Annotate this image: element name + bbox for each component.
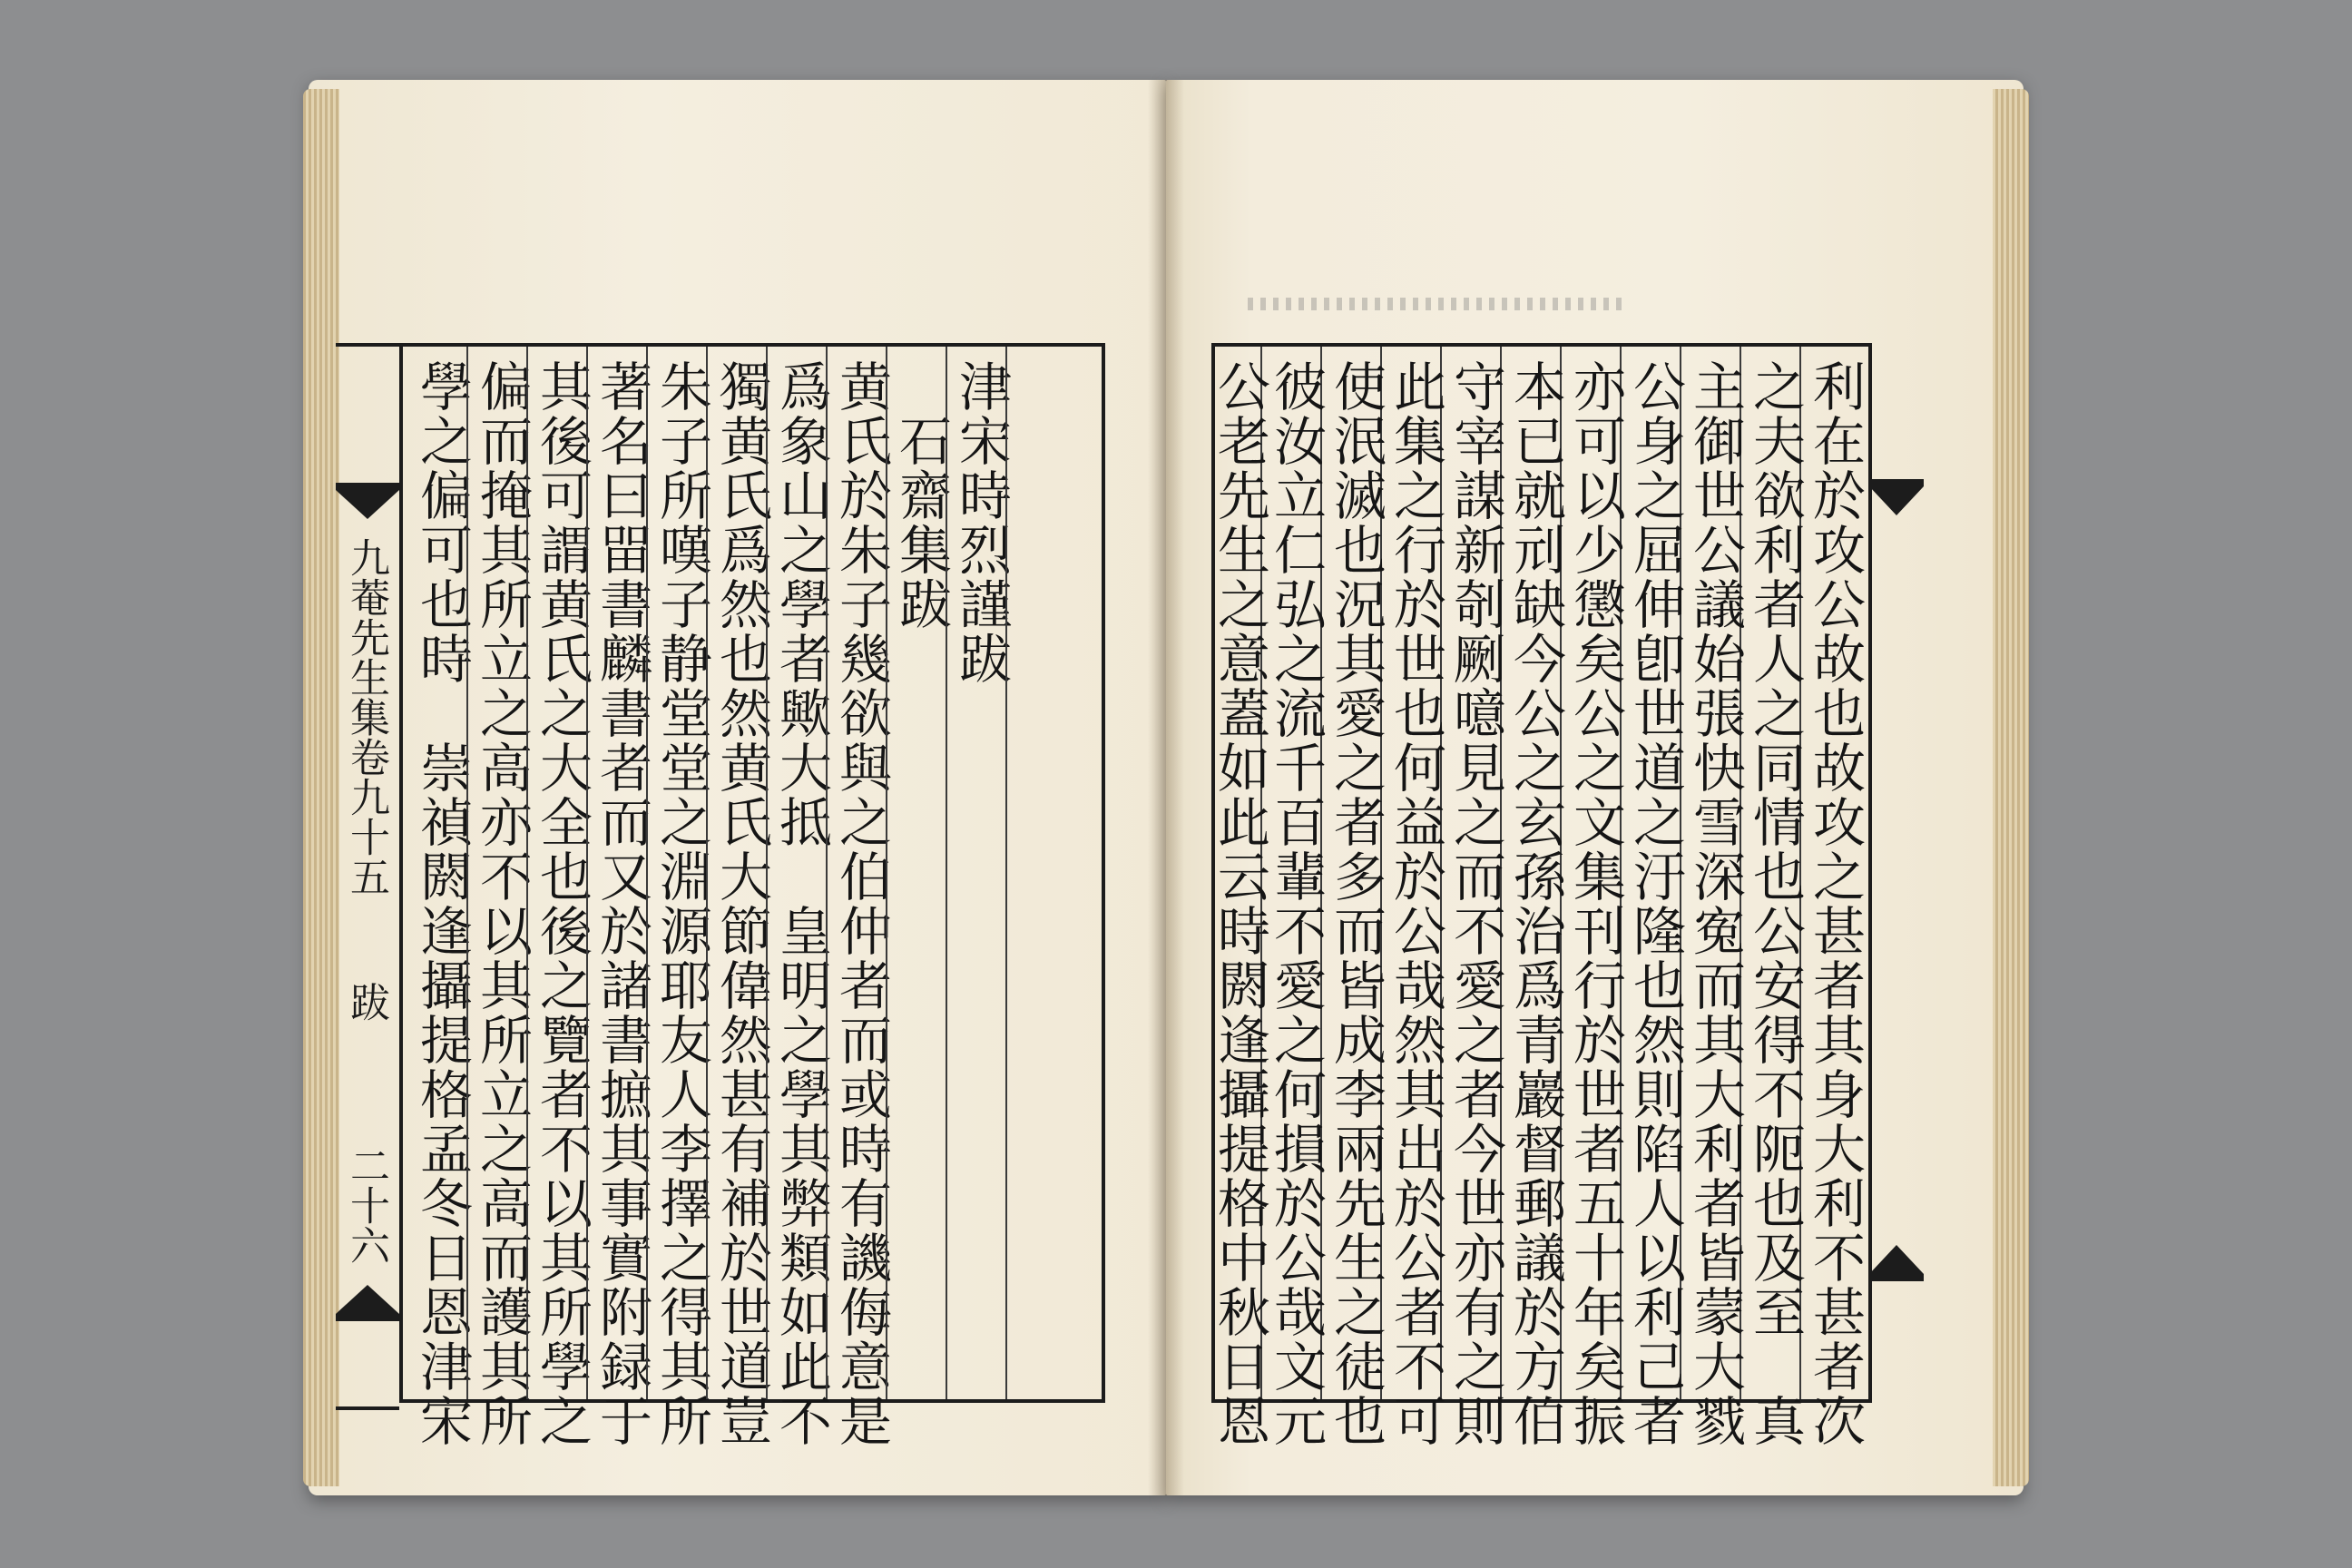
book-gutter <box>1148 80 1184 1495</box>
left-column-6: 朱子所嘆子静堂堂之淵源耶友人李擇之得其所 <box>651 359 712 1448</box>
right-column-9: 使泯滅也況其愛之者多而皆成李兩先生之徒也 <box>1325 359 1387 1448</box>
right-column-2: 之夫欲利者人之同情也公安得不阨也及至 真 <box>1744 359 1806 1448</box>
fish-tail-mark-icon <box>336 483 399 523</box>
ink-marks <box>1248 298 1629 310</box>
right-page <box>1166 80 2024 1495</box>
left-page <box>309 80 1166 1495</box>
column-rule <box>946 347 947 1399</box>
left-column-9: 偏而掩其所立之高亦不以其所立之高而護其所 <box>471 359 533 1448</box>
right-column-8: 此集之行於世也何益於公哉然其出於公者不可 <box>1385 359 1446 1448</box>
column-rule <box>1005 347 1007 1399</box>
right-column-11: 公老先生之意蓋如此云時閼逢攝提格中秋日恩 <box>1209 359 1270 1448</box>
fish-tail-mark-icon <box>1869 1241 1924 1281</box>
left-column-7: 著名曰㽞書麟書者而又於諸書摭其事實附録于 <box>591 359 652 1448</box>
column-rule <box>706 347 708 1399</box>
right-text-frame <box>1209 343 1872 1448</box>
column-rule <box>886 347 887 1399</box>
right-column-3: 主御世公議始張快雪深寃而其大利者皆蒙大戮 <box>1684 359 1746 1448</box>
fish-tail-mark-icon <box>336 1281 399 1321</box>
right-column-1: 利在於攻公故也故攻之甚者其身大利不甚者次 <box>1804 359 1866 1448</box>
page-edges-right <box>1993 89 2029 1486</box>
banxin-page-number: 二十六 <box>343 1145 389 1265</box>
right-column-6: 本已就刓缺今公之玄孫治爲青巖督郵議於方伯 <box>1504 359 1566 1448</box>
open-book <box>309 80 2024 1495</box>
right-column-7: 守宰謀新剞劂噫見之而不愛之者今世亦有之則 <box>1445 359 1506 1448</box>
column-rule <box>526 347 528 1399</box>
right-column-4: 公身之屈伸卽世道之汙隆也然則陷人以利己者 <box>1624 359 1686 1448</box>
right-column-5: 亦可以少懲矣公之文集刊行於世者五十年矣振 <box>1564 359 1626 1448</box>
right-column-10: 彼汝立仁弘之流千百輩不愛之何損於公哉文元 <box>1265 359 1327 1448</box>
page-edges-left <box>303 89 339 1486</box>
left-text-frame <box>399 343 1105 1448</box>
column-rule <box>586 347 588 1399</box>
left-column-4: 爲象山之學者歟大抵 皇明之學其弊類如此不 <box>770 359 832 1448</box>
banxin-title: 九菴先生集卷九十五 <box>343 537 389 897</box>
banxin-section: 跋 <box>343 982 389 1022</box>
column-rule <box>466 347 468 1399</box>
left-column-1: 津宋時烈謹跋 <box>950 359 1012 686</box>
left-column-5: 獨黄氏爲然也然黄氏大節偉然甚有補於世道豈 <box>710 359 772 1448</box>
left-column-8: 其後可謂黄氏之大全也後之覽者不以其所學之 <box>531 359 593 1448</box>
left-column-2: 石齋集跋 <box>890 359 952 632</box>
column-rule <box>766 347 768 1399</box>
column-rule <box>826 347 828 1399</box>
column-rule <box>646 347 648 1399</box>
left-banxin-area <box>336 343 399 1410</box>
fish-tail-mark-icon <box>1869 479 1924 519</box>
left-column-3: 黄氏於朱子幾欲與之伯仲者而或時有譏侮意是 <box>830 359 892 1448</box>
left-column-10: 學之偏可也時 崇禎閼逢攝提格孟冬日恩津宋 <box>411 359 473 1448</box>
